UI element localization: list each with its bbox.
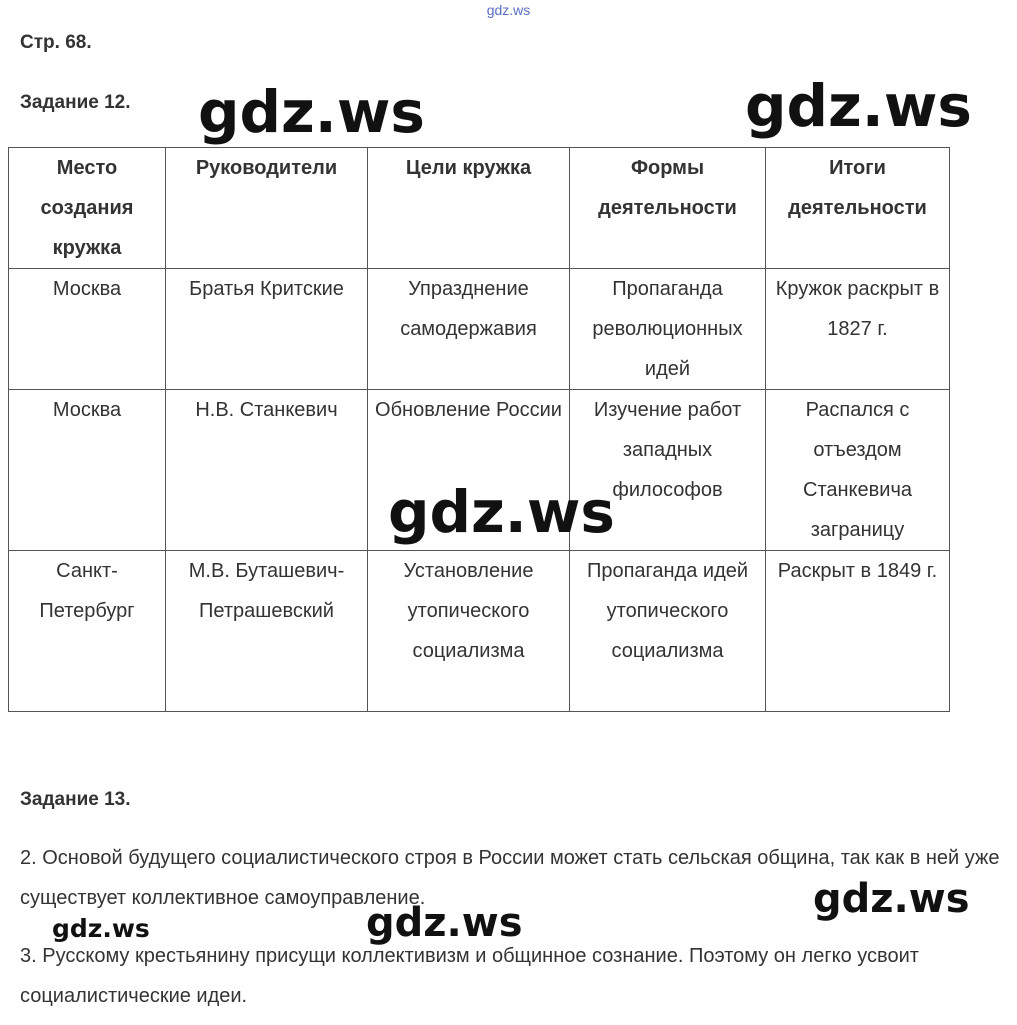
table-cell: Изучение работ западных философов: [570, 390, 766, 551]
header-cell: Место создания кружка: [9, 148, 166, 269]
table-cell: Братья Критские: [166, 269, 368, 390]
page-reference: Стр. 68.: [20, 32, 92, 53]
table-cell: Упразднение самодержавия: [368, 269, 570, 390]
table-cell: Санкт-Петербург: [9, 551, 166, 712]
watermark: gdz.ws: [745, 72, 972, 140]
watermark: gdz.ws: [813, 876, 970, 922]
watermark: gdz.ws: [388, 478, 615, 546]
table-cell: Пропаганда революционных идей: [570, 269, 766, 390]
table-row: [9, 269, 950, 390]
table-cell: Установление утопического социализма: [368, 551, 570, 712]
watermark-top: gdz.ws: [486, 2, 531, 18]
table-cell: Москва: [9, 390, 166, 551]
watermark: gdz.ws: [198, 78, 425, 146]
organizations-table: [8, 147, 950, 712]
table-cell: Пропаганда идей утопического социализма: [570, 551, 766, 712]
table-cell: Распался с отъездом Станкевича заграницу: [766, 390, 950, 551]
table-cell: М.В. Буташевич-Петрашевский: [166, 551, 368, 712]
header-cell: Формы деятельности: [570, 148, 766, 269]
table-cell: Раскрыт в 1849 г.: [766, 551, 950, 712]
table-cell: Кружок раскрыт в 1827 г.: [766, 269, 950, 390]
answer-3: 3. Русскому крестьянину присущи коллективизм и общинное сознание. Поэтому он легко усвоит социалистические идеи.: [20, 945, 919, 1007]
watermark: gdz.ws: [366, 900, 523, 946]
table-header-row: [9, 148, 950, 269]
header-cell: Руководители: [166, 148, 368, 269]
table-cell: Москва: [9, 269, 166, 390]
task-12-title: Задание 12.: [20, 92, 131, 113]
task-13-title: Задание 13.: [20, 789, 131, 810]
answer-2: 2. Основой будущего социалистического строя в России может стать сельская община, так как в ней уже существует коллективное самоуправление.: [20, 847, 1000, 909]
table-cell: Обновление России: [368, 390, 570, 551]
header-cell: Цели кружка: [368, 148, 570, 269]
table-row: [9, 551, 950, 712]
watermark: gdz.ws: [52, 914, 150, 943]
header-cell: Итоги деятельности: [766, 148, 950, 269]
table-cell: Н.В. Станкевич: [166, 390, 368, 551]
